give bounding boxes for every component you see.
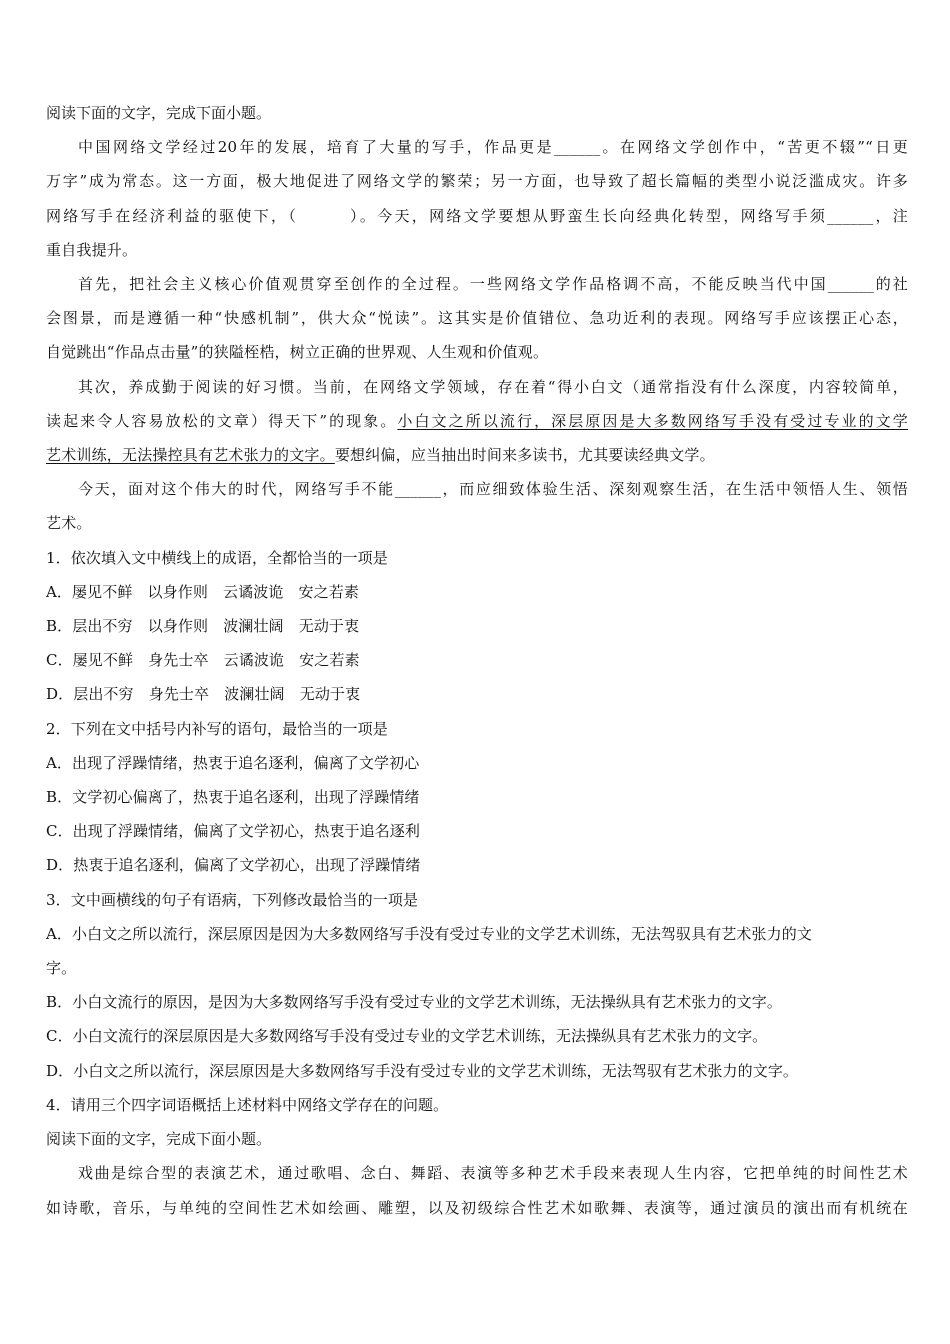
reading-instruction: 阅读下面的文字，完成下面小题。 bbox=[46, 104, 272, 122]
question-4 bbox=[46, 1088, 908, 1122]
passage-line: 重自我提升。 bbox=[46, 240, 138, 259]
option-b: B．文学初心偏离了，热衷于追名逐利，出现了浮躁情绪 bbox=[46, 788, 420, 807]
passage-line: 中国网络文学经过20年的发展，培育了大量的写手，作品更是______。在网络文学创作中，“苦更不辍”“日更 bbox=[78, 138, 908, 157]
passage-line: 万字”成为常态。这一方面，极大地促进了网络文学的繁荣；另一方面，也导致了超长篇幅的类型小说泛滥成灾。许多 bbox=[46, 172, 908, 191]
option-a: A．出现了浮躁情绪，热衷于追名逐利，偏离了文学初心 bbox=[46, 753, 420, 772]
passage-line: 自觉跳出“作品点击量”的狭隘桎梏，树立正确的世界观、人生观和价值观。 bbox=[46, 343, 549, 362]
question-stem: 3．文中画横线的句子有语病，下列修改最恰当的一项是 bbox=[46, 890, 419, 909]
document-page bbox=[46, 96, 908, 1225]
option-c: C．出现了浮躁情绪，偏离了文学初心，热衷于追名逐利 bbox=[46, 822, 420, 841]
option-a-continued: 字。 bbox=[46, 959, 77, 978]
question-2 bbox=[46, 712, 908, 883]
option-c: C．屡见不鲜 身先士卒 云谲波诡 安之若素 bbox=[46, 651, 360, 670]
passage-line: 如诗歌，音乐，与单纯的空间性艺术如绘画、雕塑，以及初级综合性艺术如歌舞、表演等，通过演员的演出而有机统在 bbox=[46, 1198, 908, 1217]
option-d: D．层出不穷 身先士卒 波澜壮阔 无动于衷 bbox=[46, 685, 361, 704]
question-3 bbox=[46, 883, 908, 1088]
passage-text: 读起来令人容易放松的文章）得天下”的现象。 bbox=[46, 411, 398, 430]
passage-line bbox=[46, 438, 908, 472]
passage-opera bbox=[46, 1156, 908, 1224]
underlined-sentence: 小白文之所以流行，深层原因是大多数网络写手没有受过专业的文学 bbox=[397, 411, 908, 430]
option-a: A．小白文之所以流行，深层原因是因为大多数网络写手没有受过专业的文学艺术训练，无法驾驭具有艺术张力的文 bbox=[46, 924, 812, 943]
passage-line: 网络写手在经济利益的驱使下，（ ）。今天，网络文学要想从野蛮生长向经典化转型，网络写手须______，注 bbox=[46, 206, 908, 225]
passage-line: 戏曲是综合型的表演艺术，通过歌唱、念白、舞蹈、表演等多种艺术手段来表现人生内容，它把单纯的时间性艺术 bbox=[78, 1164, 908, 1183]
option-b: B．层出不穷 以身作则 波澜壮阔 无动于衷 bbox=[46, 617, 360, 636]
option-d: D．小白文之所以流行，深层原因是大多数网络写手没有受过专业的文学艺术训练，无法驾驭有艺术张力的文字。 bbox=[46, 1061, 799, 1080]
passage-line bbox=[46, 404, 908, 438]
passage-line: 艺术。 bbox=[46, 514, 92, 533]
passage-line: 今天，面对这个伟大的时代，网络写手不能______，而应细致体验生活、深刻观察生活，在生活中领悟人生、领悟 bbox=[78, 480, 908, 499]
reading-instruction: 阅读下面的文字，完成下面小题。 bbox=[46, 1130, 272, 1149]
option-b: B．小白文流行的原因，是因为大多数网络写手没有受过专业的文学艺术训练，无法操纵具有艺术张力的文字。 bbox=[46, 993, 782, 1012]
passage-network-literature bbox=[46, 130, 908, 540]
underlined-sentence: 艺术训练，无法操控具有艺术张力的文字。 bbox=[46, 446, 335, 465]
question-stem: 2．下列在文中括号内补写的语句，最恰当的一项是 bbox=[46, 719, 388, 738]
question-stem: 4．请用三个四字词语概括上述材料中网络文学存在的问题。 bbox=[46, 1095, 449, 1114]
passage-text: 要想纠偏，应当抽出时间来多读书，尤其要读经典文学。 bbox=[334, 446, 715, 465]
option-d: D．热衷于追名逐利，偏离了文学初心，出现了浮躁情绪 bbox=[46, 856, 421, 875]
passage-line: 首先，把社会主义核心价值观贯穿至创作的全过程。一些网络文学作品格调不高，不能反映当代中国______的社 bbox=[78, 275, 908, 294]
option-c: C．小白文流行的深层原因是大多数网络写手没有受过专业的文学艺术训练，无法操纵具有艺术张力的文字。 bbox=[46, 1027, 768, 1046]
passage-line: 其次，养成勤于阅读的好习惯。当前，在网络文学领域，存在着“得小白文（通常指没有什么深度，内容较简单， bbox=[78, 377, 908, 396]
question-stem: 1．依次填入文中横线上的成语，全都恰当的一项是 bbox=[46, 548, 388, 567]
question-1 bbox=[46, 541, 908, 712]
option-a: A．屡见不鲜 以身作则 云谲波诡 安之若素 bbox=[46, 582, 359, 601]
passage-line: 会图景，而是遵循一种“快感机制”，供大众“悦读”。这其实是价值错位、急功近利的表现。网络写手应该摆正心态， bbox=[46, 309, 908, 328]
